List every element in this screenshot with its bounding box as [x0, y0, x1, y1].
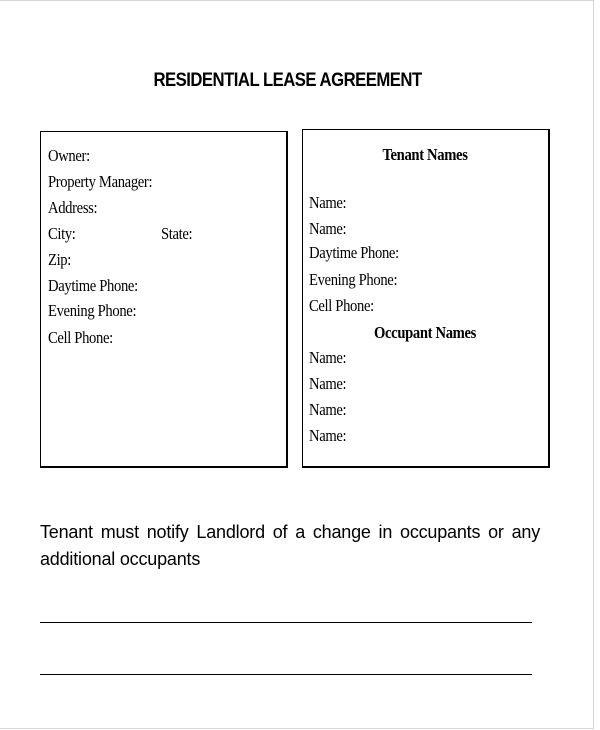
blank-line-1	[40, 622, 532, 623]
owner-label: Owner:	[48, 146, 90, 165]
occupant-name-label-4: Name:	[309, 426, 347, 445]
occupant-name-label-1: Name:	[309, 348, 347, 367]
blank-line-2	[40, 674, 532, 675]
occupant-change-notice: Tenant must notify Landlord of a change in occupants or any additional occupants	[40, 522, 540, 569]
address-label: Address:	[48, 198, 98, 217]
tenant-names-heading: Tenant Names	[382, 145, 468, 164]
occupant-name-label-2: Name:	[309, 374, 347, 393]
tenant-name-label-2: Name:	[309, 219, 347, 238]
occupant-name-label-3: Name:	[309, 400, 347, 419]
tenant-name-label-1: Name:	[309, 193, 347, 212]
tenant-daytime-phone-label: Daytime Phone:	[309, 243, 399, 262]
document-title: RESIDENTIAL LEASE AGREEMENT	[153, 70, 422, 91]
property-manager-label: Property Manager:	[48, 172, 153, 191]
tenant-evening-phone-label: Evening Phone:	[309, 270, 398, 289]
state-label: State:	[161, 224, 193, 243]
city-label: City:	[48, 224, 76, 243]
zip-label: Zip:	[48, 250, 71, 269]
daytime-phone-label: Daytime Phone:	[48, 276, 138, 295]
tenant-cell-phone-label: Cell Phone:	[309, 296, 374, 315]
occupant-names-heading: Occupant Names	[374, 323, 476, 342]
evening-phone-label: Evening Phone:	[48, 301, 137, 320]
cell-phone-label: Cell Phone:	[48, 328, 113, 347]
